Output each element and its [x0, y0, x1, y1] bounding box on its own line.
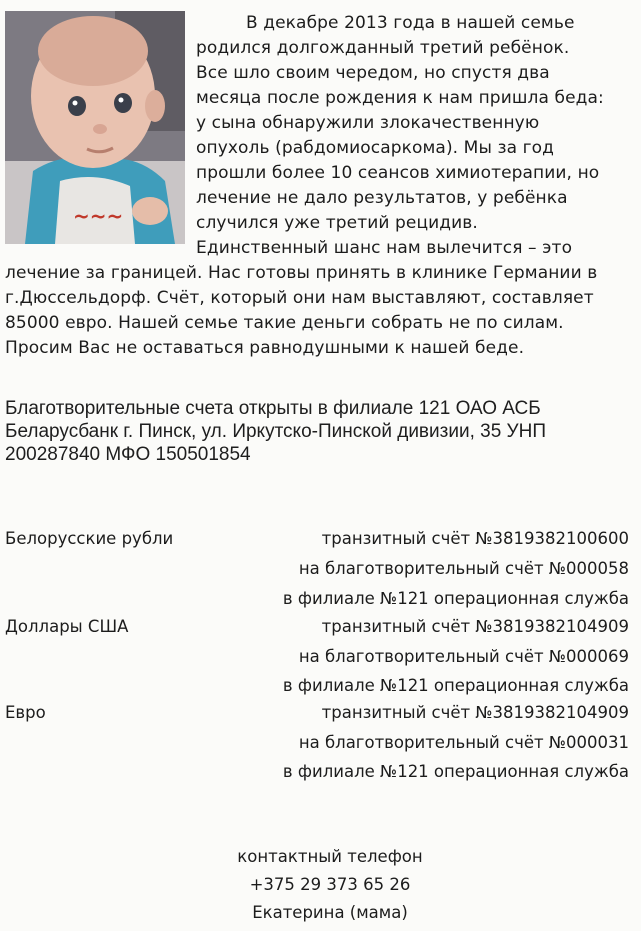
branch-usd: в филиале №121 операционная служба: [282, 676, 629, 695]
story-text: В декабре 2013 года в нашей семье родился долгожданный третий ребёнок. Все шло своим чередом, но спустя два месяца после рождения к нам пришла беда: у сына обнаружили злокачественную опухоль (рабдомиосаркома). Мы за год прошли более 10 сеансов химиотерапии, но лечение не дало результатов, у ребёнка случился уже третий рецидив. Единственный шанс нам вылечится – это лечение за границей. Нас готовы принять в клинике Германии в г.Дюссельдорф. Счёт, который они нам выставляют, составляет 85000 евро. Нашей семье такие деньги собрать не по силам. Просим Вас не оставаться равнодушными к нашей беде.: [5, 13, 604, 358]
transit-account-eur: транзитный счёт №3819382104909: [321, 703, 629, 722]
contact-name: Екатерина (мама): [252, 903, 408, 922]
currency-label-eur: Евро: [5, 703, 46, 722]
transit-account-usd: транзитный счёт №3819382104909: [321, 617, 629, 636]
contact-label: контактный телефон: [237, 847, 423, 866]
transit-account-byr: транзитный счёт №3819382100600: [321, 529, 629, 548]
currency-label-byr: Белорусские рубли: [5, 529, 174, 548]
svg-text:~~~: ~~~: [73, 204, 124, 228]
story-paragraph: [5, 11, 605, 361]
charity-account-byr: на благотворительный счёт №000058: [298, 559, 629, 578]
currency-label-usd: Доллары США: [5, 617, 129, 636]
branch-eur: в филиале №121 операционная служба: [282, 762, 629, 781]
bank-info: Благотворительные счета открыты в филиале 121 ОАО АСБ Беларусбанк г. Пинск, ул. Иркутско-Пинской дивизии, 35 УНП 200287840 МФО 150501854: [5, 398, 546, 465]
charity-account-usd: на благотворительный счёт №000069: [298, 647, 629, 666]
photo-spacer: [5, 11, 196, 255]
charity-account-eur: на благотворительный счёт №000031: [298, 733, 629, 752]
branch-byr: в филиале №121 операционная служба: [282, 589, 629, 608]
contact-phone: +375 29 373 65 26: [249, 875, 411, 894]
